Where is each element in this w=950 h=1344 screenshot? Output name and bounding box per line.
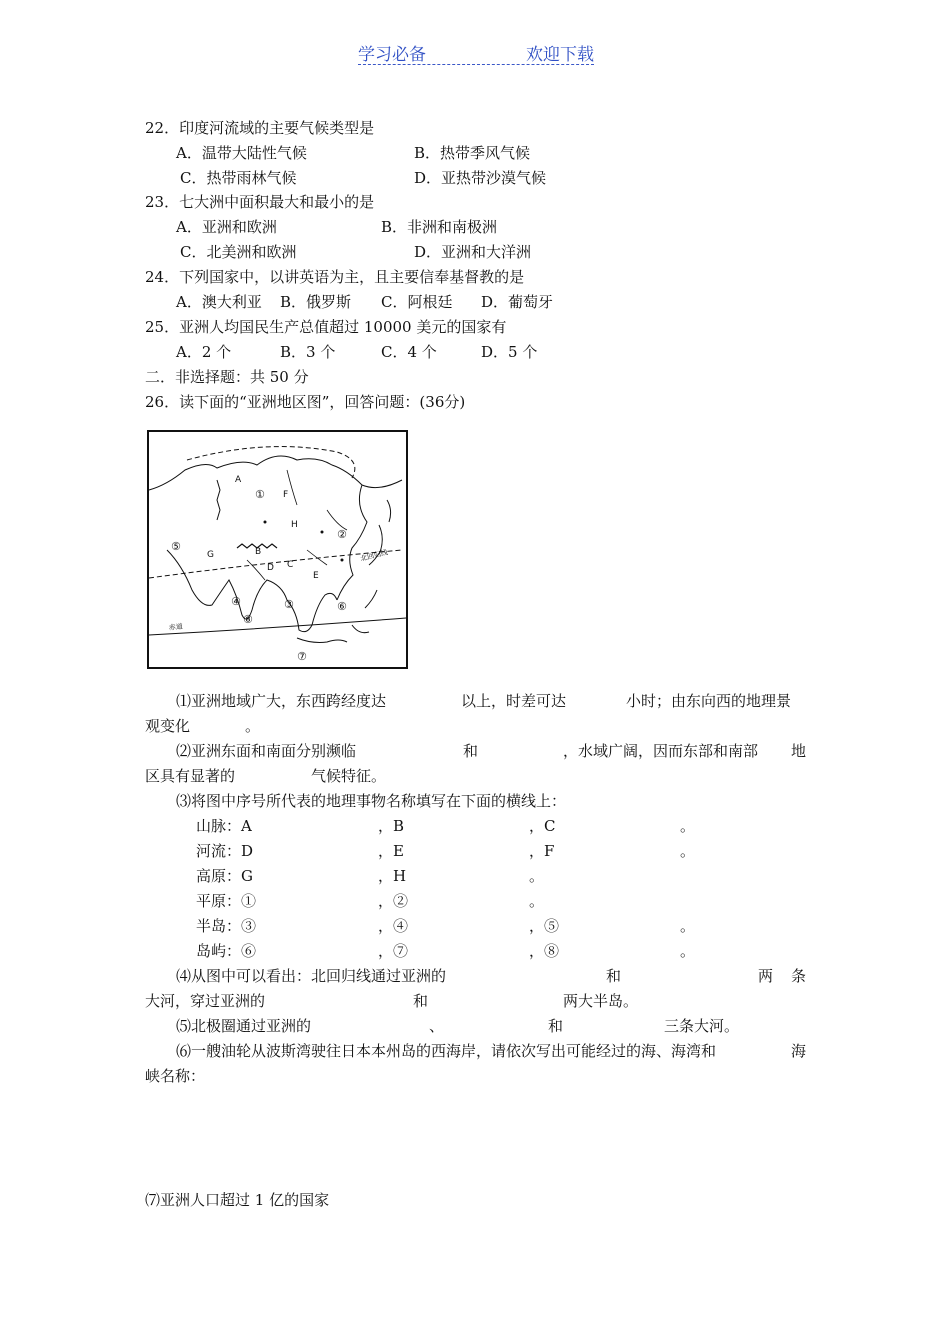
q26-p5-text-a: ⑸北极圈通过亚洲的	[176, 1017, 312, 1035]
q26-part6-line1	[176, 1040, 816, 1062]
p3-row2-label: 河流：D	[196, 842, 254, 860]
q26-part4-line1	[176, 965, 816, 987]
q26-part1-line2	[145, 715, 445, 737]
q26-p4-text-d: 条	[791, 967, 807, 985]
map-label-e: E	[313, 571, 319, 581]
header-right-text: 欢迎下载	[526, 45, 594, 65]
q26-p3-row-plains	[196, 890, 716, 912]
q26-p3-row-rivers	[196, 840, 716, 862]
map-label-a: A	[235, 475, 242, 485]
question-24-options	[176, 291, 776, 313]
p3-row6-label: 岛屿：⑥	[196, 942, 257, 960]
q26-p3-row-islands	[196, 940, 716, 962]
q22-option-b: B．热带季风气候	[414, 144, 531, 162]
map-label-equator: 赤道	[168, 622, 184, 632]
q26-p4-text-g: 两大半岛。	[563, 992, 639, 1010]
q26-p1-text-d: 观变化	[145, 717, 191, 735]
q24-option-d: D．葡萄牙	[481, 293, 554, 311]
q26-p5-text-b: 、	[429, 1017, 445, 1035]
header-left-text: 学习必备	[358, 45, 426, 65]
q26-p2-text-f: 气候特征。	[311, 767, 387, 785]
map-label-5: ⑤	[171, 540, 181, 553]
q26-p4-text-b: 和	[606, 967, 622, 985]
q23-option-d: D．亚洲和大洋洲	[414, 243, 532, 261]
question-22-stem: 22．印度河流域的主要气候类型是	[145, 119, 375, 137]
q26-p3-row-mountains	[196, 815, 716, 837]
p3-row1-col2: ，B	[378, 817, 405, 835]
section-2-heading: 二．非选择题：共 50 分	[145, 368, 309, 386]
question-25-stem: 25．亚洲人均国民生产总值超过 10000 美元的国家有	[145, 318, 507, 336]
q24-option-b: B．俄罗斯	[280, 293, 352, 311]
q26-part2-line1	[176, 740, 816, 762]
q22-option-a: A．温带大陆性气候	[176, 144, 307, 162]
q26-p2-text-d: 地	[791, 742, 807, 760]
map-label-g: G	[207, 550, 214, 560]
q26-p1-text-c: 小时；由东向西的地理景	[626, 692, 792, 710]
map-label-8: ⑧	[243, 613, 253, 626]
p3-row4-col2: ，②	[378, 892, 409, 910]
q26-p4-text-a: ⑷从图中可以看出：北回归线通过亚洲的	[176, 967, 447, 985]
p3-row3-label: 高原：G	[196, 867, 253, 885]
q26-p2-text-e: 区具有显著的	[145, 767, 236, 785]
p3-row6-col2: ，⑦	[378, 942, 409, 960]
p3-row5-end: 。	[680, 917, 696, 935]
q26-p6-text-b: 海	[791, 1042, 807, 1060]
q23-option-b: B．非洲和南极洲	[381, 218, 498, 236]
p3-row5-label: 半岛：③	[196, 917, 257, 935]
map-label-h: H	[291, 520, 298, 530]
q26-p2-text-b: 和	[463, 742, 479, 760]
p3-row4-end: 。	[529, 892, 545, 910]
question-23-options-row1	[176, 216, 776, 238]
map-label-7: ⑦	[297, 650, 307, 663]
q25-option-d: D．5 个	[481, 343, 538, 361]
map-label-6: ⑥	[337, 600, 347, 613]
q26-p1-text-a: ⑴亚洲地域广大，东西跨经度达	[176, 692, 387, 710]
question-26-stem: 26．读下面的“亚洲地区图”，回答问题：(36分)	[145, 393, 466, 411]
map-label-2: ②	[337, 528, 347, 541]
p3-row2-col3: ，F	[529, 842, 555, 860]
map-label-c: C	[287, 560, 294, 570]
q26-p3-row-plateaus	[196, 865, 716, 887]
question-23-options-row2	[176, 241, 776, 263]
p3-row6-end: 。	[680, 942, 696, 960]
q22-option-d: D．亚热带沙漠气候	[414, 169, 547, 187]
map-label-1: ①	[255, 488, 265, 501]
q26-p4-text-c: 两	[758, 967, 774, 985]
q25-option-b: B．3 个	[280, 343, 336, 361]
p3-row1-end: 。	[680, 817, 696, 835]
asia-map-figure	[147, 430, 408, 669]
q26-p2-text-c: ，水域广阔，因而东部和南部	[563, 742, 759, 760]
q26-part6-line2: 峡名称：	[145, 1067, 206, 1085]
map-label-d: D	[267, 563, 274, 573]
q26-p3-row-peninsulas	[196, 915, 716, 937]
q25-option-a: A．2 个	[176, 343, 232, 361]
q26-p5-text-d: 三条大河。	[664, 1017, 740, 1035]
q23-option-a: A．亚洲和欧洲	[176, 218, 277, 236]
map-label-b: B	[255, 547, 262, 557]
q26-part4-line2	[145, 990, 665, 1012]
p3-row1-col3: ，C	[529, 817, 556, 835]
q26-p6-text-a: ⑹一艘油轮从波斯湾驶往日本本州岛的西海岸，请依次写出可能经过的海、海湾和	[176, 1042, 717, 1060]
question-24-stem: 24．下列国家中，以讲英语为主，且主要信奉基督教的是	[145, 268, 525, 286]
p3-row3-end: 。	[529, 867, 545, 885]
q26-part2-line2	[145, 765, 545, 787]
p3-row5-col2: ，④	[378, 917, 409, 935]
p3-row2-col2: ，E	[378, 842, 404, 860]
question-23-stem: 23．七大洲中面积最大和最小的是	[145, 193, 375, 211]
p3-row6-col3: ，⑧	[529, 942, 560, 960]
p3-row4-label: 平原：①	[196, 892, 257, 910]
map-label-tropic: 北回归线	[359, 548, 389, 563]
question-22-options-row1	[176, 142, 776, 164]
q26-p1-text-e: 。	[245, 717, 261, 735]
asia-map-svg	[147, 430, 408, 669]
q26-p5-text-c: 和	[548, 1017, 564, 1035]
q23-option-c: C．北美洲和欧洲	[180, 243, 297, 261]
q26-part3-intro: ⑶将图中序号所代表的地理事物名称填写在下面的横线上：	[176, 792, 567, 810]
q26-part7: ⑺亚洲人口超过 1 亿的国家	[145, 1191, 330, 1209]
q26-p1-text-b: 以上，时差可达	[461, 692, 567, 710]
p3-row5-col3: ，⑤	[529, 917, 560, 935]
question-22-options-row2	[176, 167, 776, 189]
map-label-f: F	[283, 490, 289, 500]
page-header	[358, 40, 594, 65]
q24-option-a: A．澳大利亚	[176, 293, 262, 311]
q26-p4-text-e: 大河，穿过亚洲的	[145, 992, 266, 1010]
question-25-options	[176, 341, 776, 363]
p3-row3-col2: ，H	[378, 867, 407, 885]
q26-p4-text-f: 和	[413, 992, 429, 1010]
q22-option-c: C．热带雨林气候	[180, 169, 297, 187]
q26-p2-text-a: ⑵亚洲东面和南面分别濒临	[176, 742, 357, 760]
q26-part5	[176, 1015, 776, 1037]
p3-row1-label: 山脉：A	[196, 817, 252, 835]
map-label-3: ③	[284, 598, 294, 611]
q26-part1-line1	[176, 690, 816, 712]
map-label-4: ④	[231, 595, 241, 608]
q24-option-c: C．阿根廷	[381, 293, 453, 311]
p3-row2-end: 。	[680, 842, 696, 860]
q25-option-c: C．4 个	[381, 343, 437, 361]
